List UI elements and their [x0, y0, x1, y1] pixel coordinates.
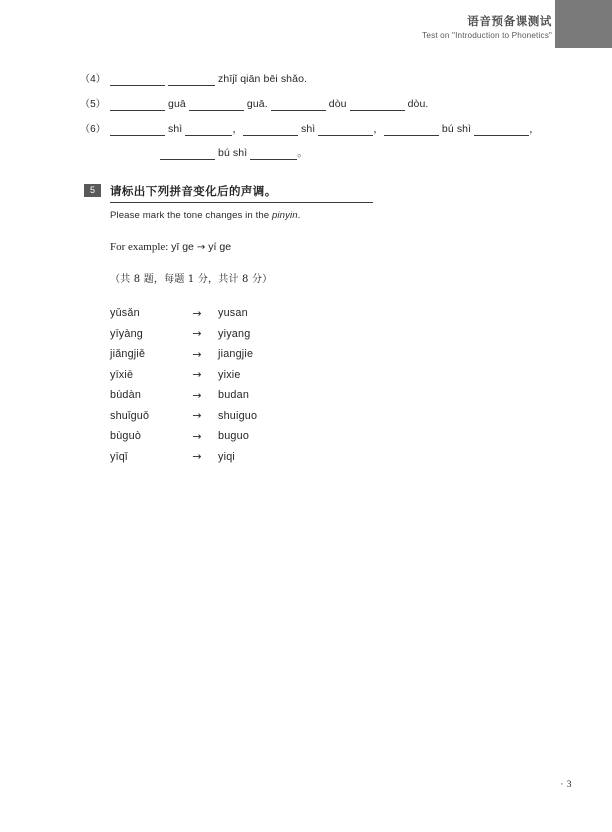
word-source-pinyin: yīxiē [110, 368, 134, 381]
word-target-pinyin[interactable]: budan [218, 389, 250, 402]
pinyin-text: zhījǐ qiān bēi shǎo. [215, 73, 308, 85]
word-transformation-row [110, 303, 612, 324]
page-number: · 3 [560, 780, 572, 790]
pinyin-text: guā [165, 98, 189, 110]
pinyin-text: dòu. [404, 98, 429, 110]
item-number: （5） [80, 99, 106, 110]
pinyin-text: shì [165, 123, 186, 135]
section-title-english [110, 210, 373, 221]
header-title-group [422, 16, 552, 40]
word-target-pinyin[interactable]: yixie [218, 368, 241, 381]
section-title-chinese: 请标出下列拼音变化后的声调。 [110, 183, 373, 203]
word-source-pinyin: yīyàng [110, 327, 144, 340]
answer-blank[interactable] [189, 98, 244, 111]
page-content [0, 70, 612, 467]
fill-in-blank-list [0, 70, 612, 160]
word-transformation-row [110, 385, 612, 406]
item-number: （6） [80, 124, 106, 135]
page-footer [0, 780, 612, 790]
header-accent-block [555, 0, 612, 48]
question-count-note: （共 8 题，每题 1 分，共计 8 分） [110, 274, 273, 285]
example-target-pinyin: yí ge [208, 241, 232, 253]
word-target-pinyin[interactable]: buguo [218, 430, 250, 443]
section-5 [0, 182, 612, 467]
word-target-pinyin[interactable]: jiangjie [218, 348, 254, 361]
word-source-pinyin: bùguò [110, 430, 142, 443]
page-header [0, 0, 612, 56]
word-source-pinyin: bùdàn [110, 389, 142, 402]
word-transformation-row [110, 365, 612, 386]
header-title-chinese: 语音预备课测试 [467, 14, 552, 28]
word-source-pinyin: yīqǐ [110, 450, 128, 463]
section-title-group [110, 182, 373, 221]
word-target-pinyin[interactable]: yusan [218, 307, 248, 320]
answer-blank[interactable] [110, 123, 165, 136]
fill-in-blank-item [80, 70, 612, 86]
section-title-english-italic: pinyin [272, 210, 298, 221]
example-label: For example: [110, 241, 169, 253]
word-source-pinyin: shuǐguǒ [110, 409, 150, 422]
fill-in-blank-item [80, 120, 612, 136]
answer-blank[interactable] [185, 123, 232, 136]
word-source-pinyin: yǔsǎn [110, 307, 140, 320]
arrow-icon: → [192, 306, 202, 320]
answer-blank[interactable] [384, 123, 439, 136]
arrow-icon: → [192, 347, 202, 361]
pinyin-text: ， [232, 123, 243, 135]
fill-in-blank-item-continuation [160, 145, 612, 160]
section-title-english-after: . [297, 210, 301, 221]
answer-blank[interactable] [250, 147, 297, 160]
word-transformation-row [110, 324, 612, 345]
answer-blank[interactable] [243, 123, 298, 136]
arrow-icon: → [192, 388, 202, 402]
arrow-icon: → [196, 242, 206, 253]
arrow-icon: → [192, 368, 202, 382]
answer-blank[interactable] [318, 123, 373, 136]
pinyin-text: ， [373, 123, 384, 135]
section-heading [84, 182, 612, 221]
pinyin-text: shì [297, 123, 319, 135]
answer-blank[interactable] [160, 147, 215, 160]
arrow-icon: → [192, 429, 202, 443]
word-transformation-row [110, 426, 612, 447]
pinyin-text: bú shì [215, 147, 251, 159]
word-source-pinyin: jiǎngjiě [110, 348, 146, 361]
header-title-english: Test on "Introduction to Phonetics" [422, 30, 552, 40]
word-transformation-row [110, 447, 612, 468]
section-title-english-before: Please mark the tone changes in the [110, 210, 272, 221]
pinyin-text: bú shì [438, 123, 475, 135]
arrow-icon: → [192, 450, 202, 464]
section-number-badge: 5 [84, 184, 101, 197]
pinyin-text: ， [529, 123, 540, 135]
arrow-icon: → [192, 409, 202, 423]
answer-blank[interactable] [350, 98, 405, 111]
answer-blank[interactable] [271, 98, 326, 111]
example-line [110, 241, 612, 253]
word-transformation-row [110, 344, 612, 365]
word-target-pinyin[interactable]: shuiguo [218, 409, 258, 422]
answer-blank[interactable] [110, 73, 165, 86]
pinyin-text: 。 [297, 147, 308, 159]
pinyin-text: guā. [243, 98, 271, 110]
word-transformation-list [110, 303, 612, 467]
answer-blank[interactable] [110, 98, 165, 111]
pinyin-text: dòu [325, 98, 350, 110]
word-transformation-row [110, 406, 612, 427]
word-target-pinyin[interactable]: yiyang [218, 327, 251, 340]
fill-in-blank-item [80, 95, 612, 111]
answer-blank[interactable] [168, 73, 215, 86]
example-source-pinyin: yī ge [171, 241, 194, 253]
arrow-icon: → [192, 327, 202, 341]
word-target-pinyin[interactable]: yiqi [218, 450, 236, 463]
item-number: （4） [80, 74, 106, 85]
answer-blank[interactable] [474, 123, 529, 136]
